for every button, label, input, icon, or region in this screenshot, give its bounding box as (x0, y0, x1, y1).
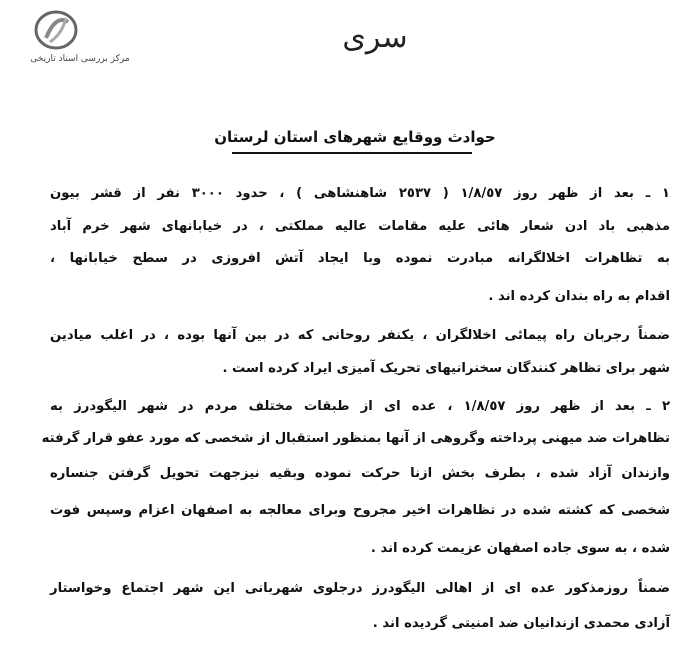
text-line-13: آزادی محمدی ازندانیان ضد امنیتی گردیده اند . (372, 616, 670, 631)
text-line-9: وازندان آزاد شده ، بطرف بخش ازنا حرکت نموده وبقیه نیزجهت تحویل گرفتن جنساره (50, 466, 670, 481)
text-line-7: ٢ ـ بعد از ظهر روز ١/٨/٥٧ ، عده ای از طبقات مختلف مردم در شهر الیگودرز به (50, 399, 670, 414)
text-line-3: به تظاهرات اخلالگرانه مبادرت نموده وبا ایجاد آتش افروزی در سطح خیابانها ، (50, 251, 670, 266)
text-line-2: مذهبی باد ادن شعار هائی علیه مقامات عالیه مملکتی ، در خیابانهای شهر خرم آباد (50, 219, 670, 234)
text-line-12: ضمناً روزمذکور عده ای از اهالی الیگودرز درجلوی شهربانی این شهر اجتماع وخواستار (50, 581, 670, 596)
archive-logo-caption: مرکز بررسی اسناد تاریخی (30, 54, 130, 64)
text-line-4: اقدام به راه بندان کرده اند . (488, 289, 670, 304)
text-line-8: تظاهرات ضد میهنی پرداخته وگروهی از آنها بمنظور استقبال از شخصی که مورد عفو قرار گرفته (41, 431, 670, 446)
text-line-5: ضمناً رجربان راه پیمائی اخلالگران ، یکنفر روحانی که در بین آنها بوده ، در اغلب میادین (50, 328, 670, 343)
text-line-11: شده ، به سوی جاده اصفهان عزیمت کرده اند . (370, 541, 670, 556)
classification-mark: سری (342, 20, 408, 55)
text-line-10: شخصی که کشته شده در تظاهرات اخیر مجروح وبرای معالجه به اصفهان اعزام وسپس فوت (50, 503, 670, 518)
document-title: حوادث ووقایع شهرهای استان لرستان (214, 128, 496, 146)
text-line-1: ١ ـ بعد از ظهر روز ١/٨/٥٧ ( ٢٥٣٧ شاهنشاهی ) ، حدود ٣٠٠٠ نفر از قشر بیون (50, 186, 670, 201)
text-line-6: شهر برای تظاهر کنندگان سخنرانیهای تحریک آمیزی ایراد کرده است . (222, 361, 670, 376)
